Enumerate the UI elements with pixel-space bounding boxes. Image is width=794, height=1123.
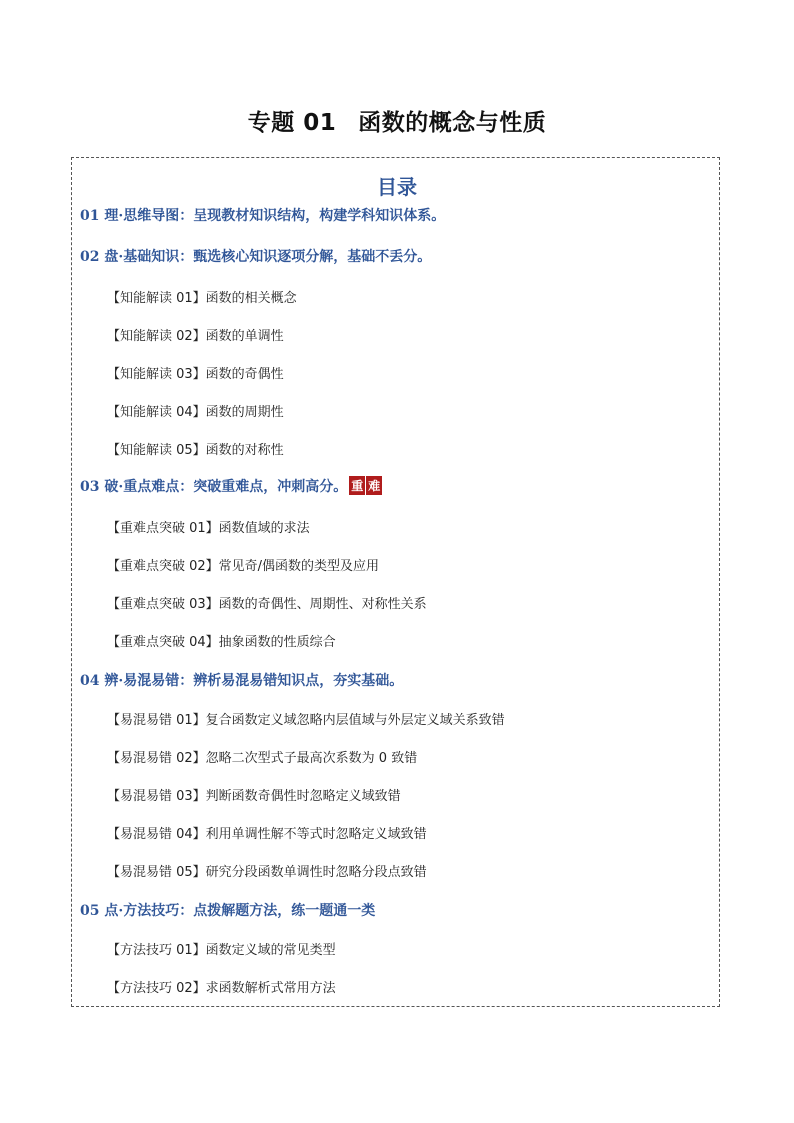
- page-title: [0, 104, 794, 137]
- toc-section-3-label: 03 破·重点难点：突破重难点，冲刺高分。: [80, 479, 348, 495]
- toc-item[interactable]: 【易混易错 01】复合函数定义域忽略内层值域与外层定义域关系致错: [107, 713, 505, 728]
- toc-item[interactable]: 【易混易错 04】利用单调性解不等式时忽略定义域致错: [107, 827, 427, 842]
- badge-zhong: 重: [349, 476, 365, 495]
- toc-item[interactable]: 【知能解读 02】函数的单调性: [107, 329, 284, 344]
- toc-heading: 目录: [377, 175, 417, 199]
- toc-section-3[interactable]: [80, 476, 382, 496]
- toc-item[interactable]: 【知能解读 04】函数的周期性: [107, 405, 284, 420]
- toc-item[interactable]: 【重难点突破 02】常见奇/偶函数的类型及应用: [107, 559, 380, 574]
- toc-item[interactable]: 【重难点突破 04】抽象函数的性质综合: [107, 635, 336, 650]
- toc-section-2[interactable]: 02 盘·基础知识：甄选核心知识逐项分解，基础不丢分。: [80, 249, 432, 265]
- toc-item[interactable]: 【重难点突破 01】函数值域的求法: [107, 521, 310, 536]
- toc-item[interactable]: 【易混易错 03】判断函数奇偶性时忽略定义域致错: [107, 789, 401, 804]
- toc-section-4[interactable]: 04 辨·易混易错：辨析易混易错知识点，夯实基础。: [80, 673, 404, 689]
- title-main: 函数的概念与性质: [358, 110, 547, 136]
- toc-section-1[interactable]: 01 理·思维导图：呈现教材知识结构，构建学科知识体系。: [80, 208, 446, 224]
- toc-item[interactable]: 【易混易错 02】忽略二次型式子最高次系数为 0 致错: [107, 751, 418, 766]
- title-prefix: 专题 01: [247, 110, 337, 136]
- toc-item[interactable]: 【方法技巧 01】函数定义域的常见类型: [107, 943, 336, 958]
- toc-item[interactable]: 【知能解读 01】函数的相关概念: [107, 291, 297, 306]
- toc-item[interactable]: 【知能解读 05】函数的对称性: [107, 443, 284, 458]
- toc-item[interactable]: 【知能解读 03】函数的奇偶性: [107, 367, 284, 382]
- toc-item[interactable]: 【易混易错 05】研究分段函数单调性时忽略分段点致错: [107, 865, 427, 880]
- toc-section-5[interactable]: 05 点·方法技巧：点拨解题方法，练一题通一类: [80, 903, 376, 919]
- toc-item[interactable]: 【方法技巧 02】求函数解析式常用方法: [107, 981, 336, 996]
- badge-nan: 难: [366, 476, 382, 495]
- toc-item[interactable]: 【重难点突破 03】函数的奇偶性、周期性、对称性关系: [107, 597, 427, 612]
